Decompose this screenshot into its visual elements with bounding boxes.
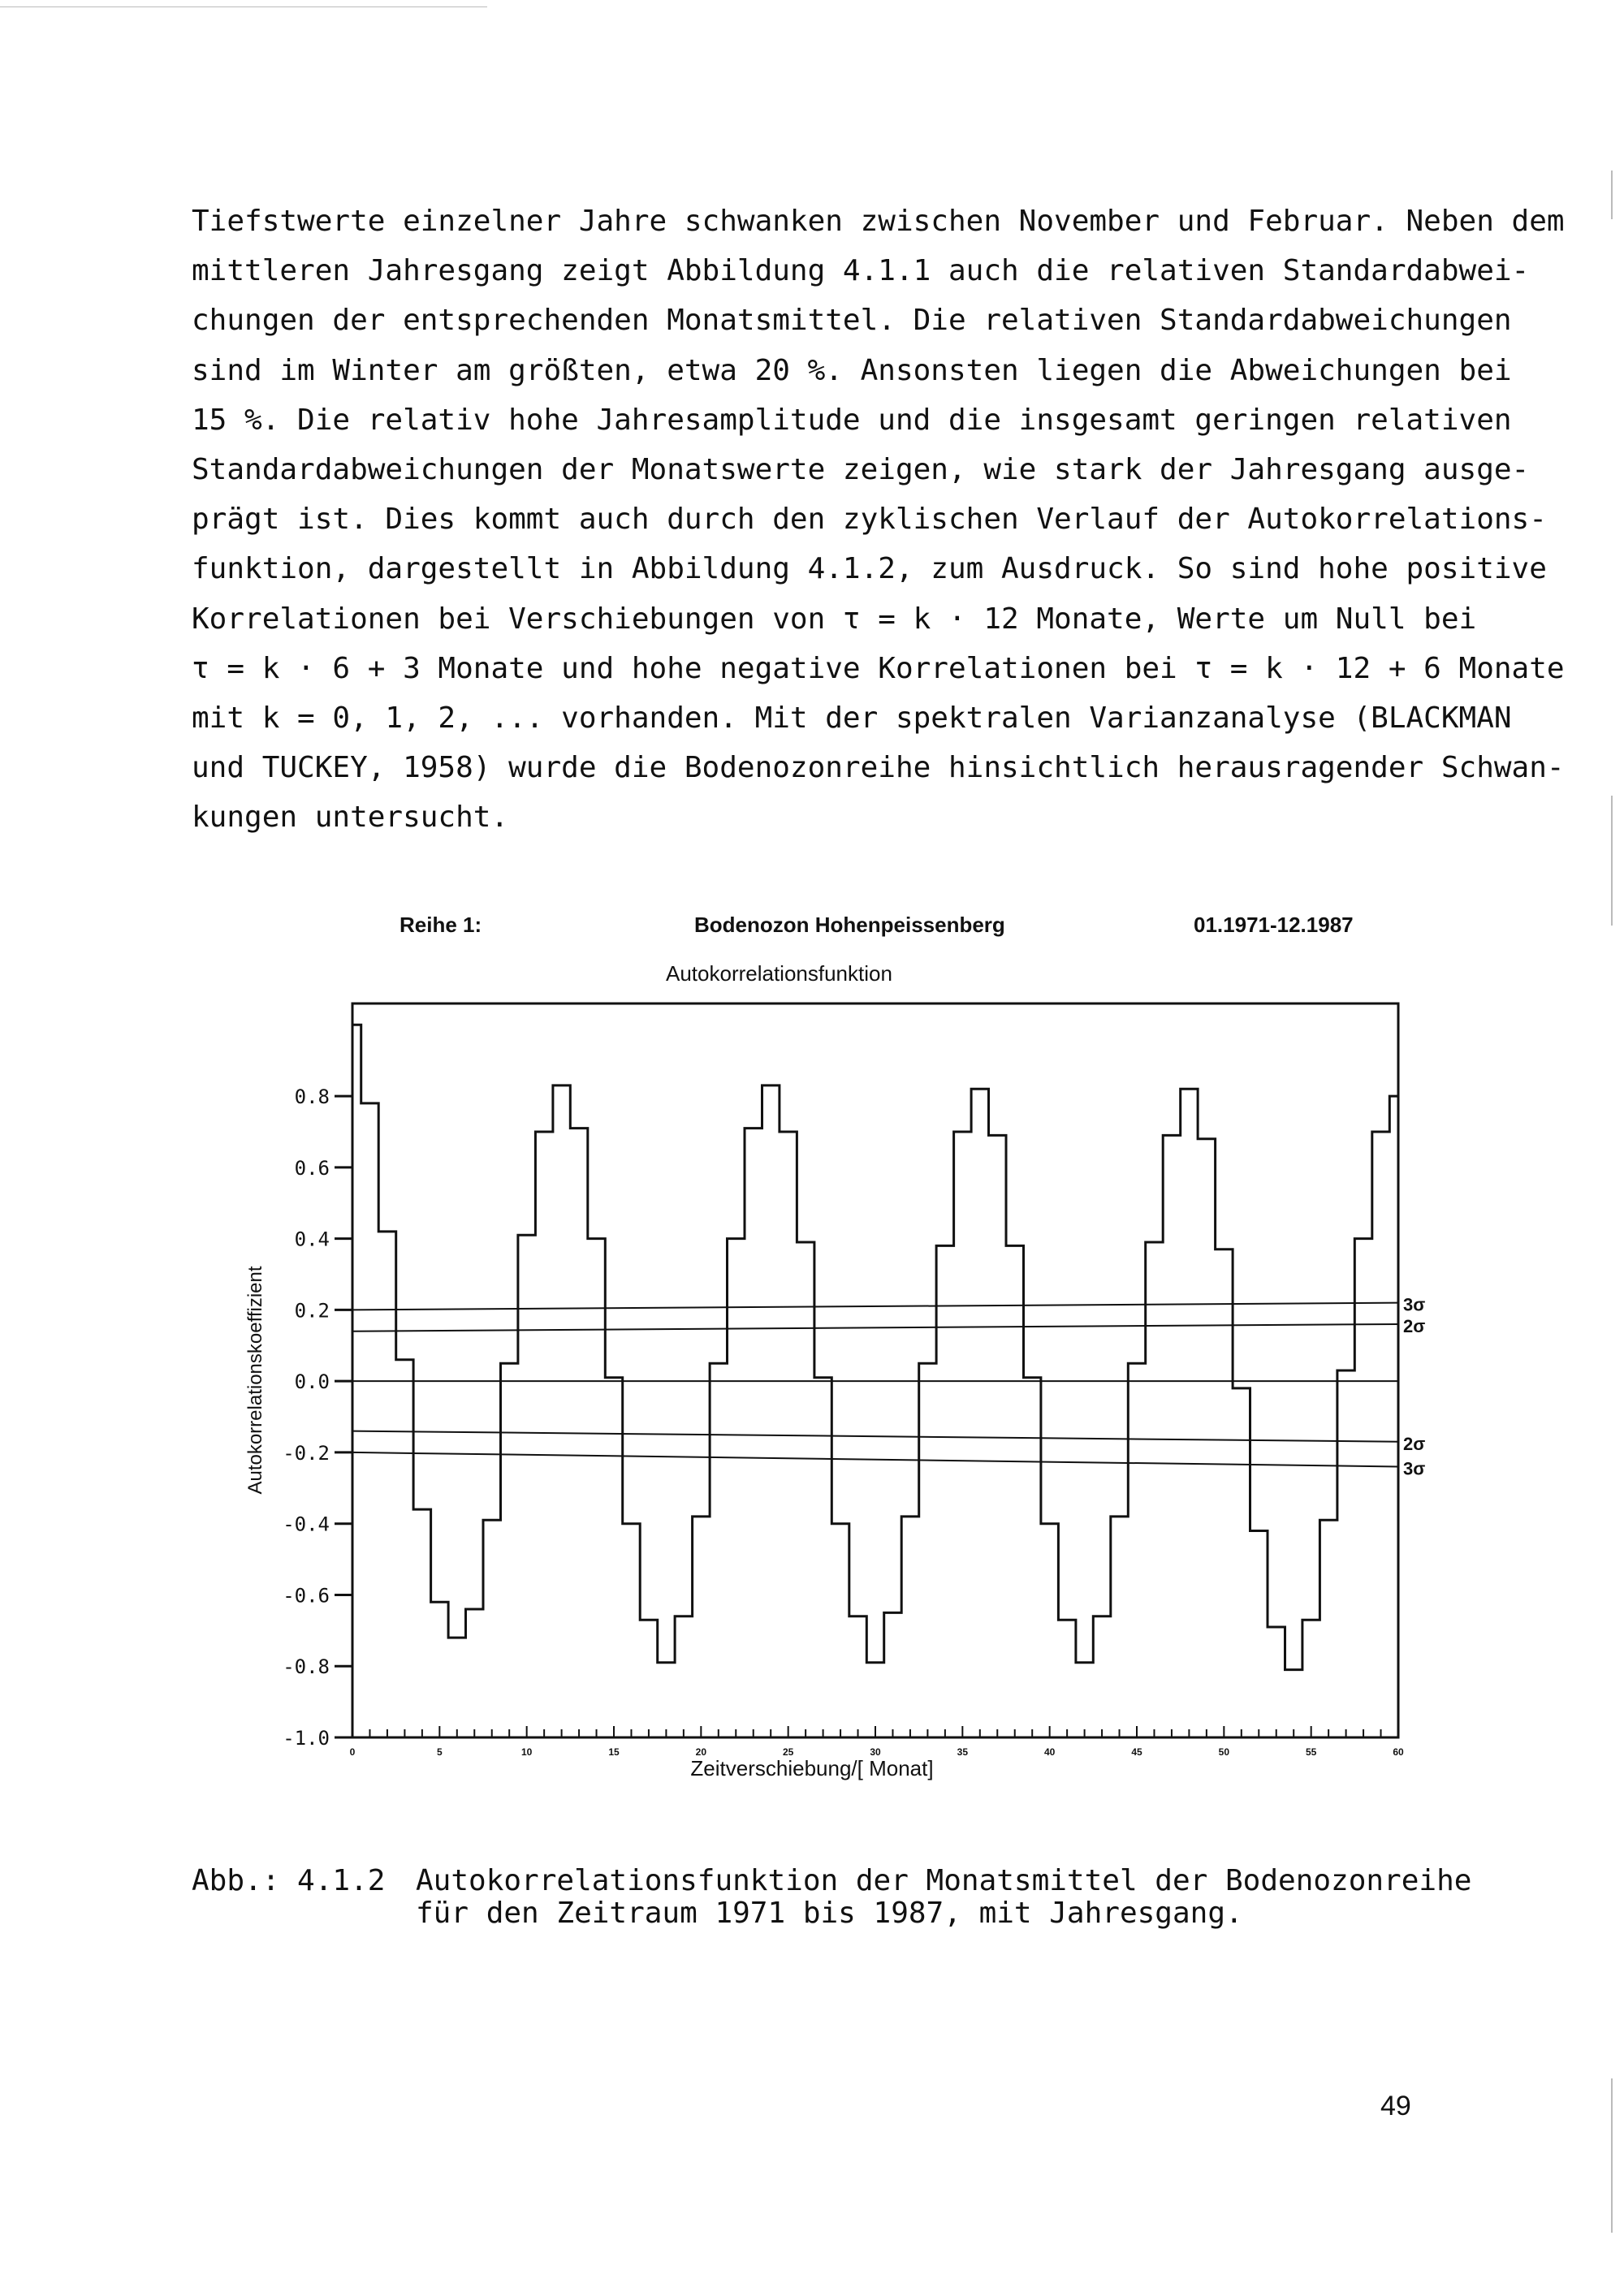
y-tick-label: -0.4 — [283, 1513, 330, 1536]
y-axis-label: Autokorrelationskoeffizient — [244, 1266, 266, 1495]
y-axis — [283, 1085, 352, 1750]
body-line: mit k = 0, 1, 2, ... vorhanden. Mit der spektralen Varianzanalyse (BLACKMAN — [192, 701, 1512, 735]
sigma-band-line — [352, 1303, 1398, 1310]
sigma-band-line — [352, 1431, 1398, 1442]
x-tick-label: 25 — [782, 1746, 794, 1758]
body-line: Standardabweichungen der Monatswerte zeigen, wie stark der Jahresgang ausge- — [192, 452, 1530, 486]
autocorrelation-figure — [0, 877, 1624, 1794]
scan-edge-mark — [1611, 170, 1613, 219]
body-line: kungen untersucht. — [192, 801, 509, 835]
x-tick-label: 60 — [1393, 1746, 1404, 1758]
caption-text — [416, 1865, 1471, 1930]
page-number: 49 — [1380, 2091, 1411, 2121]
y-tick-label: 0.8 — [294, 1085, 330, 1109]
caption-label: Abb.: 4.1.2 — [192, 1864, 386, 1897]
chart-title: Autokorrelationsfunktion — [666, 961, 892, 986]
x-tick-label: 0 — [349, 1746, 356, 1758]
sigma-band-label: 3σ — [1403, 1458, 1426, 1479]
body-paragraph — [192, 196, 1565, 842]
body-line: und TUCKEY, 1958) wurde die Bodenozonreihe hinsichtlich herausragender Schwan- — [192, 751, 1565, 785]
x-tick-label: 20 — [695, 1746, 707, 1758]
x-tick-label: 35 — [957, 1746, 969, 1758]
scan-edge-mark — [1611, 2078, 1613, 2233]
x-tick-label: 45 — [1131, 1746, 1142, 1758]
caption-line: Autokorrelationsfunktion der Monatsmittel der Bodenozonreihe — [416, 1864, 1472, 1897]
sigma-band-line — [352, 1452, 1398, 1467]
x-tick-label: 40 — [1043, 1746, 1056, 1758]
x-axis-label: Zeitverschiebung/[ Monat] — [690, 1756, 934, 1780]
y-tick-label: 0.0 — [294, 1370, 330, 1394]
x-tick-label: 55 — [1305, 1746, 1317, 1758]
body-line: funktion, dargestellt in Abbildung 4.1.2, zum Ausdruck. So sind hohe positive — [192, 552, 1547, 586]
autocorrelation-step-line — [352, 1025, 1398, 1669]
x-tick-label: 5 — [436, 1746, 443, 1758]
body-line: τ = k · 6 + 3 Monate und hohe negative Korrelationen bei τ = k · 12 + 6 Monate — [192, 651, 1565, 685]
body-line: prägt ist. Dies kommt auch durch den zyklischen Verlauf der Autokorrelations- — [192, 503, 1547, 537]
scan-edge-mark — [1611, 796, 1613, 926]
y-tick-label: 0.4 — [294, 1228, 330, 1251]
figure-header-center: Bodenozon Hohenpeissenberg — [694, 913, 1005, 937]
x-tick-label: 30 — [870, 1746, 881, 1758]
body-line: sind im Winter am größten, etwa 20 %. Ansonsten liegen die Abweichungen bei — [192, 353, 1512, 387]
plot-frame — [352, 1003, 1398, 1737]
x-tick-label: 50 — [1218, 1746, 1230, 1758]
y-tick-label: -0.6 — [283, 1584, 330, 1608]
figure-header-right: 01.1971-12.1987 — [1194, 913, 1354, 937]
body-line: 15 %. Die relativ hohe Jahresamplitude und die insgesamt geringen relativen — [192, 403, 1512, 437]
body-line: chungen der entsprechenden Monatsmittel. Die relativen Standardabweichungen — [192, 304, 1512, 338]
y-tick-label: -0.8 — [283, 1655, 330, 1679]
sigma-band-label: 3σ — [1403, 1294, 1426, 1315]
body-line: Tiefstwerte einzelner Jahre schwanken zwischen November und Februar. Neben dem — [192, 205, 1565, 238]
x-axis — [350, 1726, 1404, 1758]
x-tick-label: 15 — [608, 1746, 620, 1758]
caption-line: für den Zeitraum 1971 bis 1987, mit Jahresgang. — [416, 1897, 1243, 1930]
sigma-band-label: 2σ — [1403, 1433, 1426, 1454]
y-tick-label: -0.2 — [283, 1441, 330, 1465]
y-tick-label: 0.6 — [294, 1156, 330, 1180]
scan-edge-mark — [0, 6, 487, 7]
y-tick-label: 0.2 — [294, 1299, 330, 1323]
x-tick-label: 10 — [520, 1746, 533, 1758]
figure-header-left: Reihe 1: — [400, 913, 482, 937]
y-tick-label: -1.0 — [283, 1727, 330, 1750]
sigma-band-label: 2σ — [1403, 1315, 1426, 1336]
significance-bands — [352, 1295, 1425, 1479]
body-line: mittleren Jahresgang zeigt Abbildung 4.1.1 auch die relativen Standardabwei- — [192, 254, 1530, 288]
body-line: Korrelationen bei Verschiebungen von τ = k · 12 Monate, Werte um Null bei — [192, 602, 1477, 636]
sigma-band-line — [352, 1324, 1398, 1331]
